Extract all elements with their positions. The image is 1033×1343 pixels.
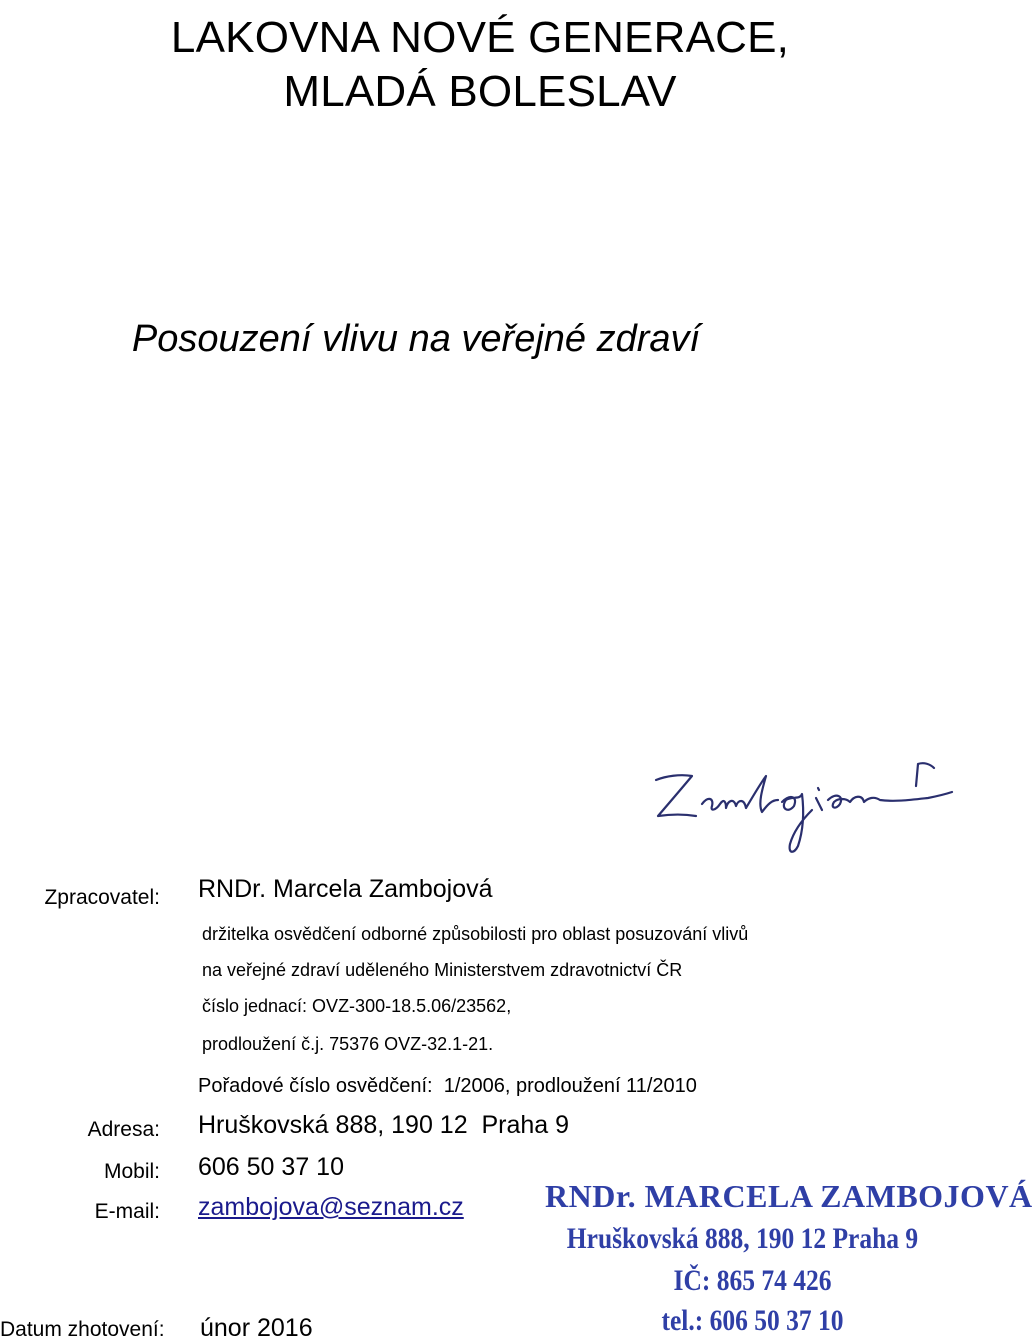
date-label: Datum zhotovení: [0, 1318, 165, 1341]
credential-line-2: na veřejné zdraví uděleného Ministerstvem zdravotnictví ČR [202, 960, 683, 980]
credential-line-4: prodloužení č.j. 75376 OVZ-32.1-21. [202, 1034, 494, 1054]
handwritten-signature [648, 758, 953, 863]
email-label: E-mail: [94, 1200, 160, 1223]
stamp-line-address: Hruškovská 888, 190 12 Praha 9 [566, 1222, 919, 1255]
mobile-label: Mobil: [103, 1160, 160, 1183]
date-value: únor 2016 [200, 1314, 313, 1342]
document-title-line1: LAKOVNA NOVÉ GENERACE, [170, 13, 790, 62]
credential-line-1: držitelka osvědčení odborné způsobilosti pro oblast posuzování vlivů [202, 924, 749, 944]
address-value: Hruškovská 888, 190 12 Praha 9 [198, 1111, 570, 1139]
stamp-line-name: RNDr. MARCELA ZAMBOJOVÁ [545, 1178, 1033, 1214]
document-subtitle: Posouzení vlivu na veřejné zdraví [131, 318, 701, 360]
certificate-order-number: Pořadové číslo osvědčení: 1/2006, prodloužení 11/2010 [198, 1075, 697, 1097]
document-title-line2: MLADÁ BOLESLAV [283, 67, 677, 116]
address-label: Adresa: [87, 1118, 160, 1141]
stamp-line-ic: IČ: 865 74 426 [673, 1264, 832, 1297]
email-link[interactable]: zambojova@seznam.cz [198, 1193, 464, 1221]
company-stamp [545, 1178, 1033, 1341]
credential-line-3: číslo jednací: OVZ-300-18.5.06/23562, [202, 996, 512, 1016]
prepared-by-label: Zpracovatel: [44, 886, 160, 909]
author-name: RNDr. Marcela Zambojová [198, 875, 493, 903]
mobile-value: 606 50 37 10 [198, 1153, 344, 1181]
stamp-line-phone: tel.: 606 50 37 10 [661, 1304, 844, 1337]
